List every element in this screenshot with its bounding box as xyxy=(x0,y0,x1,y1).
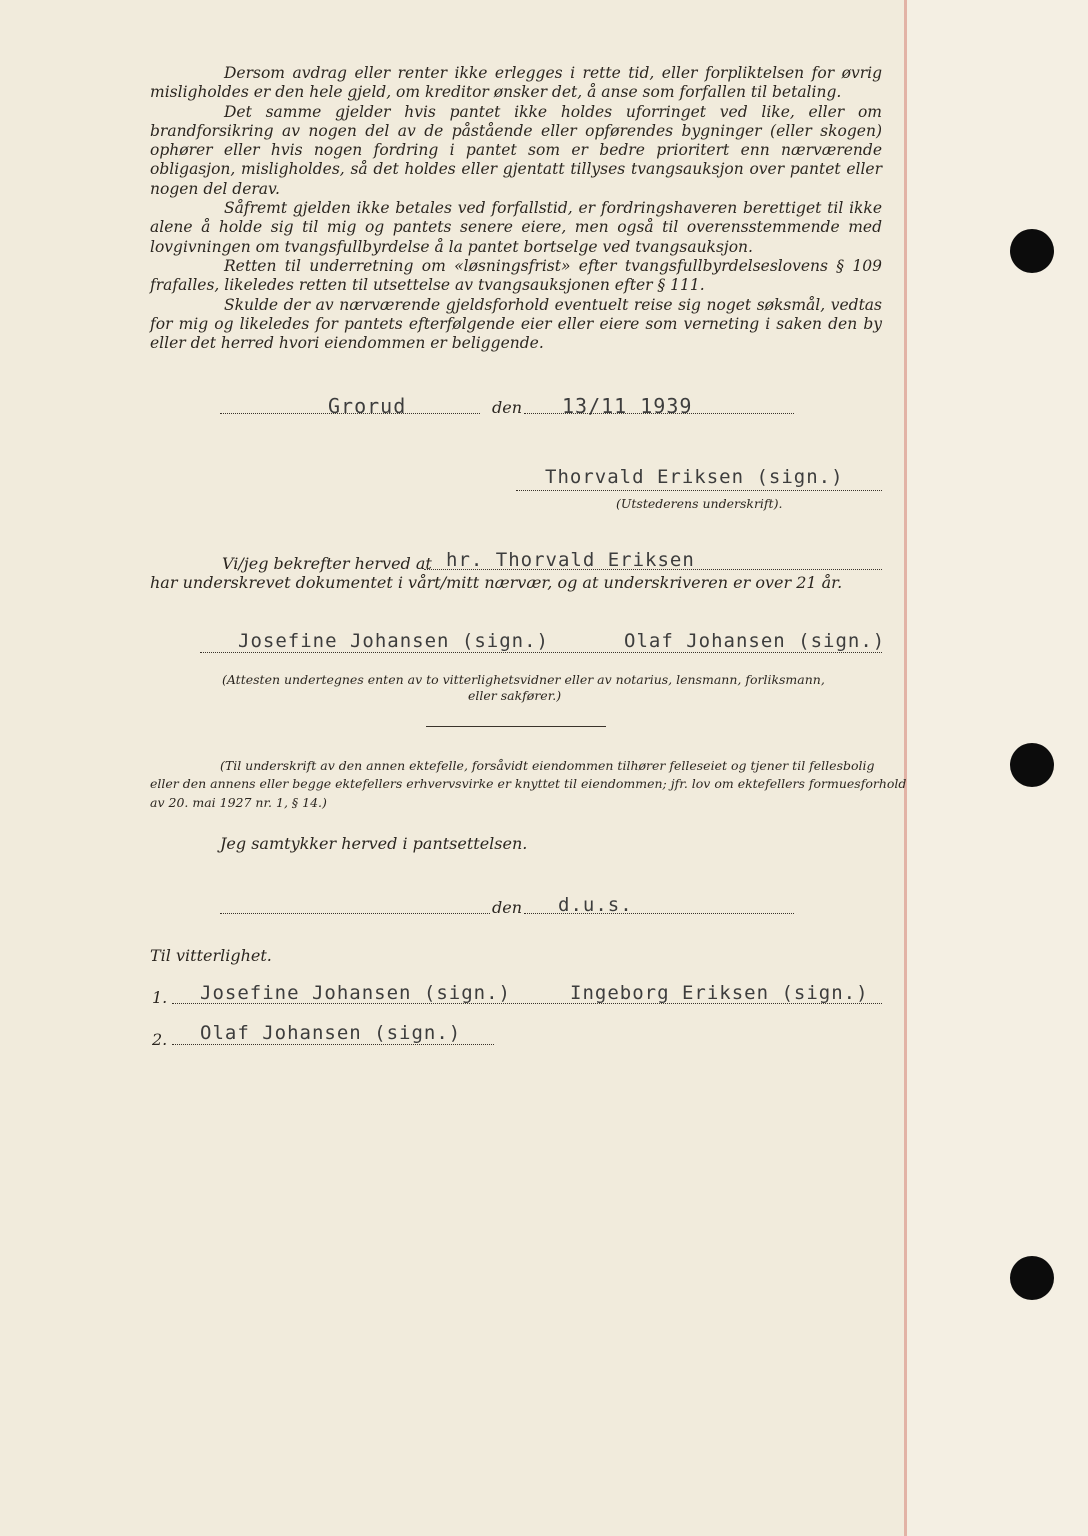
consent-place-line xyxy=(220,913,490,914)
attest-note-line2: eller sakfører.) xyxy=(468,688,562,703)
issuer-signature: Thorvald Eriksen (sign.) xyxy=(545,466,844,488)
terms-paragraph-4: Retten til underretning om «løsningsfrist» efter tvangsfullbyrdelseslovens § 109 frafalles, likeledes retten til utsettelse av tvangsauksjonen efter § 111. xyxy=(150,256,882,295)
margin-rule xyxy=(904,0,907,1536)
witness-signature-line xyxy=(200,652,882,653)
issuer-signature-line xyxy=(516,490,882,491)
terms-paragraph-2: Det samme gjelder hvis pantet ikke holdes uforringet ved like, eller om brandforsikring av nogen del av de påstående eller opførendes bygninger (eller skogen) ophører eller hvis nogen fordring i pantet som er bedre prioritert enn nærværende obligasjon, misligholdes, så det holdes eller gjentatt tillyses tvangsauksjon over pantet eller nogen del derav. xyxy=(150,102,882,198)
vitterlighet-signature-1b: Ingeborg Eriksen (sign.) xyxy=(570,982,869,1004)
consent-den-label: den xyxy=(492,898,523,917)
spouse-note-line2: eller den annens eller begge ektefellers erhvervsvirke er knyttet til eiendommen; jfr. lov om ektefellers formuesforhold xyxy=(150,776,907,791)
terms-text xyxy=(150,64,882,353)
consent-date: d.u.s. xyxy=(558,894,633,916)
witness-signature-1: Josefine Johansen (sign.) xyxy=(238,630,549,652)
vitterlighet-signature-2a: Olaf Johansen (sign.) xyxy=(200,1022,462,1044)
attest-note-line1: (Attesten undertegnes enten av to vitterlighetsvidner eller av notarius, lensmann, forliksmann, xyxy=(222,672,825,687)
attestation-prefix: Vi/jeg bekrefter herved at xyxy=(222,554,432,573)
punch-hole-middle xyxy=(1010,743,1054,787)
separator-rule xyxy=(426,726,606,727)
terms-paragraph-3: Såfremt gjelden ikke betales ved forfallstid, er fordringshaveren berettiget til ikke alene å holde sig til mig og pantets senere eiere, men også til overensstemmende med lovgivningen om tvangsfullbyrdelse å la pantet bortselge ved tvangsauksjon. xyxy=(150,199,882,256)
vitterlighet-number-1: 1. xyxy=(152,988,168,1007)
right-margin xyxy=(907,0,1088,1536)
vitterlighet-signature-1a: Josefine Johansen (sign.) xyxy=(200,982,511,1004)
punch-hole-bottom xyxy=(1010,1256,1054,1300)
vitterlighet-number-2: 2. xyxy=(152,1030,168,1049)
consent-text: Jeg samtykker herved i pantsettelsen. xyxy=(220,834,528,853)
attestation-line2: har underskrevet dokumentet i vårt/mitt nærvær, og at underskriveren er over 21 år. xyxy=(150,573,843,592)
punch-hole-top xyxy=(1010,229,1054,273)
date-value: 13/11 1939 xyxy=(562,394,693,418)
vitterlighet-line-2 xyxy=(172,1044,494,1045)
spouse-note-line1: (Til underskrift av den annen ektefelle, forsåvidt eiendommen tilhører felleseiet og tjener til fellesbolig xyxy=(220,758,875,773)
spouse-note-line3: av 20. mai 1927 nr. 1, § 14.) xyxy=(150,795,327,810)
place-value: Grorud xyxy=(328,394,407,418)
den-label: den xyxy=(492,398,523,417)
terms-paragraph-5: Skulde der av nærværende gjeldsforhold eventuelt reise sig noget søksmål, vedtas for mig og likeledes for pantets efterfølgende eier eller eiere som verneting i saken den by eller det herred hvori eiendommen er beliggende. xyxy=(150,295,882,353)
terms-paragraph-1: Dersom avdrag eller renter ikke erlegges i rette tid, eller forpliktelsen for øvrig misligholdes er den hele gjeld, om kreditor ønsker det, å anse som forfallen til betaling. xyxy=(150,64,882,102)
issuer-caption: (Utstederens underskrift). xyxy=(616,496,783,511)
vitterlighet-heading: Til vitterlighet. xyxy=(150,946,272,965)
witness-signature-2: Olaf Johansen (sign.) xyxy=(624,630,886,652)
attestation-name: hr. Thorvald Eriksen xyxy=(446,549,695,571)
